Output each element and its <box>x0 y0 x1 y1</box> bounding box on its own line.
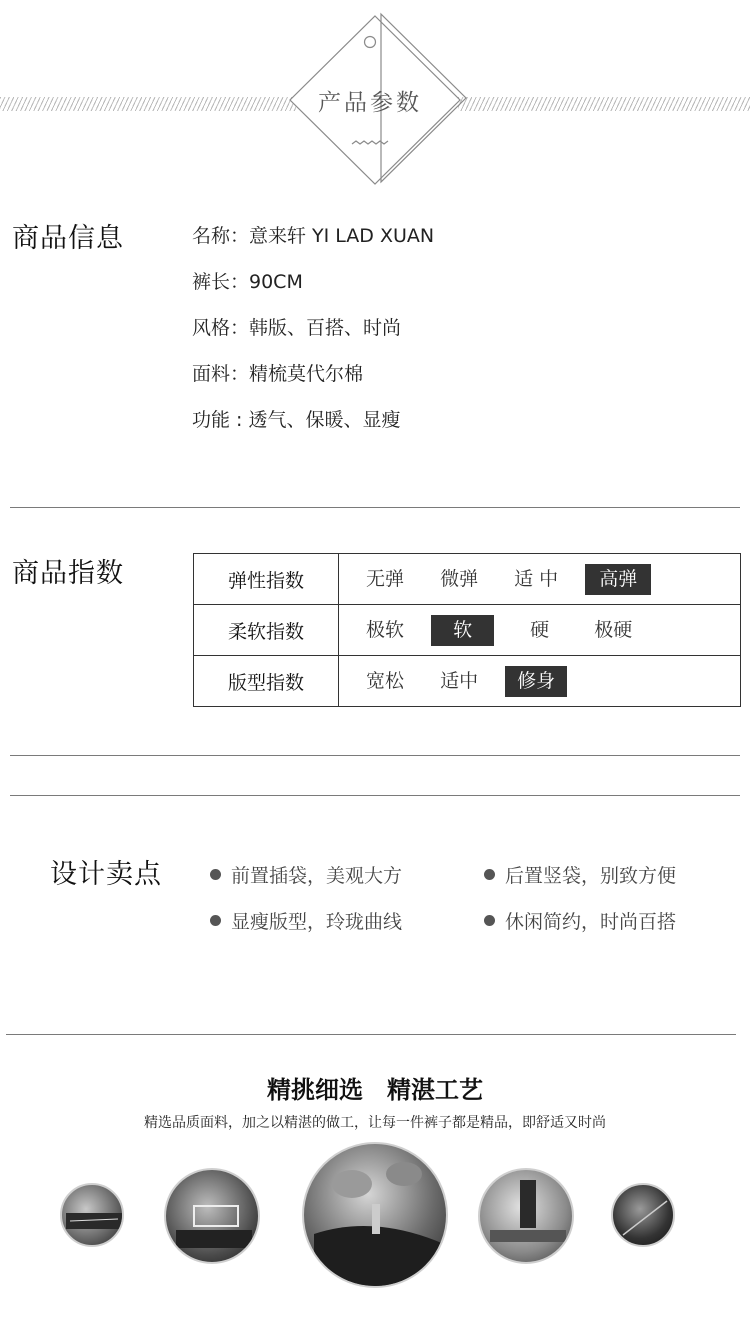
index-row-fit <box>194 656 741 707</box>
index-option-selected: 高弹 <box>585 564 651 595</box>
index-option: 适中 <box>440 669 479 692</box>
info-heading: 商品信息 <box>12 223 124 254</box>
design-point: 休闲简约，时尚百搭 <box>484 907 676 934</box>
bullet-dot-icon <box>484 915 495 926</box>
bullet-dot-icon <box>210 915 221 926</box>
craft-photo-stitching <box>611 1183 675 1247</box>
header-hatch-right <box>458 97 750 111</box>
index-row-label: 版型指数 <box>194 656 339 707</box>
bullet-dot-icon <box>210 869 221 880</box>
index-row-elasticity <box>194 554 741 605</box>
bullet-dot-icon <box>484 869 495 880</box>
index-row-label: 柔软指数 <box>194 605 339 656</box>
craft-subheading: 精选品质面料，加之以精湛的做工，让每一件裤子都是精品，即舒适又时尚 <box>144 1115 606 1131</box>
design-point: 后置竖袋，别致方便 <box>484 861 676 888</box>
header-title: 产品参数 <box>318 90 422 116</box>
info-name: 名称：意来轩 YI LAD XUAN <box>192 225 435 247</box>
index-row-label: 弹性指数 <box>194 554 339 605</box>
craft-photo-sewing <box>302 1142 448 1288</box>
index-option: 极硬 <box>594 618 633 641</box>
index-option: 微弹 <box>440 567 479 590</box>
craft-photo-cutting <box>164 1168 260 1264</box>
index-option: 极软 <box>366 618 405 641</box>
divider <box>10 795 740 796</box>
header-hatch-left <box>0 97 296 111</box>
info-length: 裤长：90CM <box>192 271 303 293</box>
index-option: 无弹 <box>366 567 405 590</box>
craft-heading: 精挑细选 精湛工艺 <box>267 1076 483 1104</box>
info-function: 功能 : 透气、保暖、显瘦 <box>192 409 401 431</box>
index-row-softness <box>194 605 741 656</box>
design-point: 前置插袋，美观大方 <box>210 861 402 888</box>
craft-photo-machine <box>478 1168 574 1264</box>
index-table <box>193 553 741 707</box>
divider <box>10 507 740 508</box>
info-style: 风格：韩版、百搭、时尚 <box>192 317 402 339</box>
divider <box>10 755 740 756</box>
index-option-selected: 软 <box>431 615 494 646</box>
divider <box>6 1034 736 1035</box>
index-option: 宽松 <box>366 669 405 692</box>
index-option-selected: 修身 <box>505 666 567 697</box>
index-option: 硬 <box>530 618 550 641</box>
info-fabric: 面料：精梳莫代尔棉 <box>192 363 364 385</box>
design-heading: 设计卖点 <box>50 859 162 890</box>
index-heading: 商品指数 <box>12 558 124 589</box>
craft-photo-fabric <box>60 1183 124 1247</box>
index-option: 适 中 <box>514 567 559 590</box>
design-point: 显瘦版型，玲珑曲线 <box>210 907 402 934</box>
